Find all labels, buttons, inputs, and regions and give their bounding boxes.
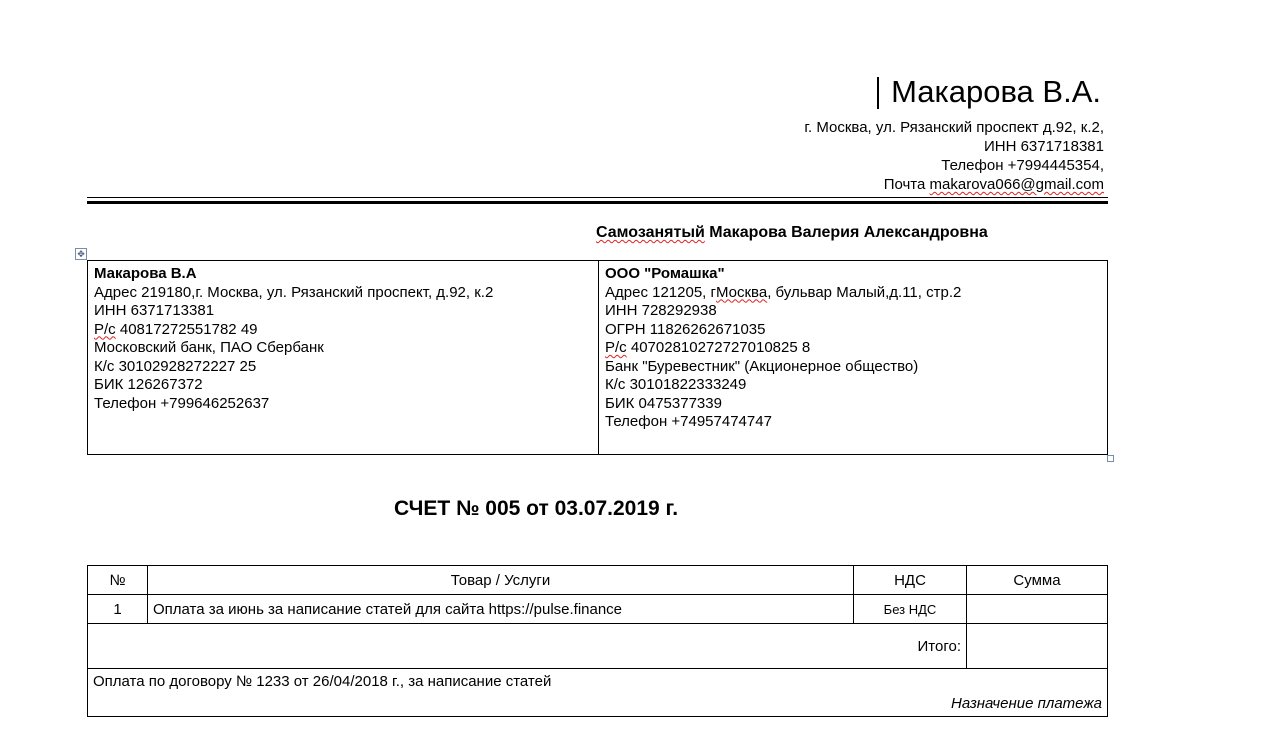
letterhead-inn: ИНН 6371718381	[983, 138, 1104, 155]
table-row	[88, 595, 1108, 624]
buyer-account-prefix: Р/с	[605, 339, 627, 356]
purpose-caption: Назначение платежа	[950, 695, 1102, 712]
table-move-handle-icon[interactable]: ✥	[75, 248, 87, 260]
buyer-bik: БИК 0475377339	[605, 394, 722, 412]
buyer-account-number: 40702810272727010825 8	[626, 339, 811, 356]
table-resize-handle[interactable]	[1107, 455, 1114, 462]
seller-name: Макарова В.А	[94, 265, 197, 282]
self-employed-name: Макарова Валерия Александровна	[704, 224, 988, 241]
text-cursor	[877, 77, 879, 109]
buyer-phone: Телефон +74957474747	[605, 413, 772, 430]
seller-corr-account: К/с 30102928272227 25	[94, 357, 257, 375]
header-num: №	[88, 566, 148, 595]
buyer-corr-account: К/с 30101822333249	[605, 376, 747, 393]
purpose-cell	[88, 669, 1108, 717]
purpose-text: Оплата по договору № 1233 от 26/04/2018 г., за написание статей	[93, 673, 552, 690]
buyer-block	[599, 261, 1107, 454]
self-employed-title	[596, 223, 988, 243]
buyer-address-post: , бульвар Малый,д.11, стр.2	[767, 283, 962, 301]
row-vat: Без НДС	[854, 595, 967, 624]
self-employed-prefix: Самозанятый	[596, 224, 705, 241]
buyer-bank: Банк "Буревестник" (Акционерное общество)	[605, 357, 919, 375]
buyer-inn: ИНН 728292938	[605, 302, 717, 319]
seller-phone: Телефон +799646252637	[94, 394, 270, 412]
total-label: Итого:	[88, 624, 967, 669]
seller-account	[94, 321, 592, 340]
seller-address: Адрес 219180,г. Москва, ул. Рязанский проспект, д.92, к.2	[94, 283, 494, 301]
letterhead-name: Макарова В.А.	[891, 74, 1101, 109]
row-sum	[967, 595, 1108, 624]
row-num: 1	[88, 595, 148, 624]
seller-block	[88, 261, 599, 454]
header-vat: НДС	[854, 566, 967, 595]
email-address: makarova066@gmail.com	[929, 176, 1104, 193]
header-rule-thick	[87, 201, 1108, 204]
letterhead-phone: Телефон +7994445354,	[941, 157, 1104, 174]
invoice-title: СЧЕТ № 005 от 03.07.2019 г.	[394, 497, 679, 520]
total-value	[967, 624, 1108, 669]
buyer-address-pre: Адрес 121205, г	[605, 283, 716, 301]
row-item: Оплата за июнь за написание статей для сайта https://pulse.finance	[148, 595, 854, 624]
letterhead-contacts	[804, 118, 1104, 194]
email-label: Почта	[883, 176, 930, 193]
letterhead-email-line	[804, 175, 1104, 194]
items-table	[87, 565, 1108, 717]
buyer-ogrn: ОГРН 11826262671035	[605, 320, 766, 338]
items-header-row	[88, 566, 1108, 595]
seller-inn: ИНН 6371713381	[94, 302, 215, 319]
purpose-row	[88, 669, 1108, 717]
parties-table	[87, 260, 1108, 455]
seller-account-number: 40817272551782 49	[115, 320, 258, 338]
header-rule-thin	[87, 197, 1108, 198]
buyer-address	[605, 284, 1101, 303]
header-item: Товар / Услуги	[148, 566, 854, 595]
buyer-address-city: Москва	[715, 283, 768, 301]
seller-bik: БИК 126267372	[94, 376, 203, 393]
seller-account-prefix: Р/с	[94, 320, 116, 338]
seller-bank: Московский банк, ПАО Сбербанк	[94, 339, 324, 356]
buyer-account	[605, 339, 1101, 358]
total-row	[88, 624, 1108, 669]
letterhead-address: г. Москва, ул. Рязанский проспект д.92, к.2,	[804, 119, 1104, 136]
buyer-name: ООО "Ромашка"	[605, 265, 725, 282]
header-sum: Сумма	[967, 566, 1108, 595]
